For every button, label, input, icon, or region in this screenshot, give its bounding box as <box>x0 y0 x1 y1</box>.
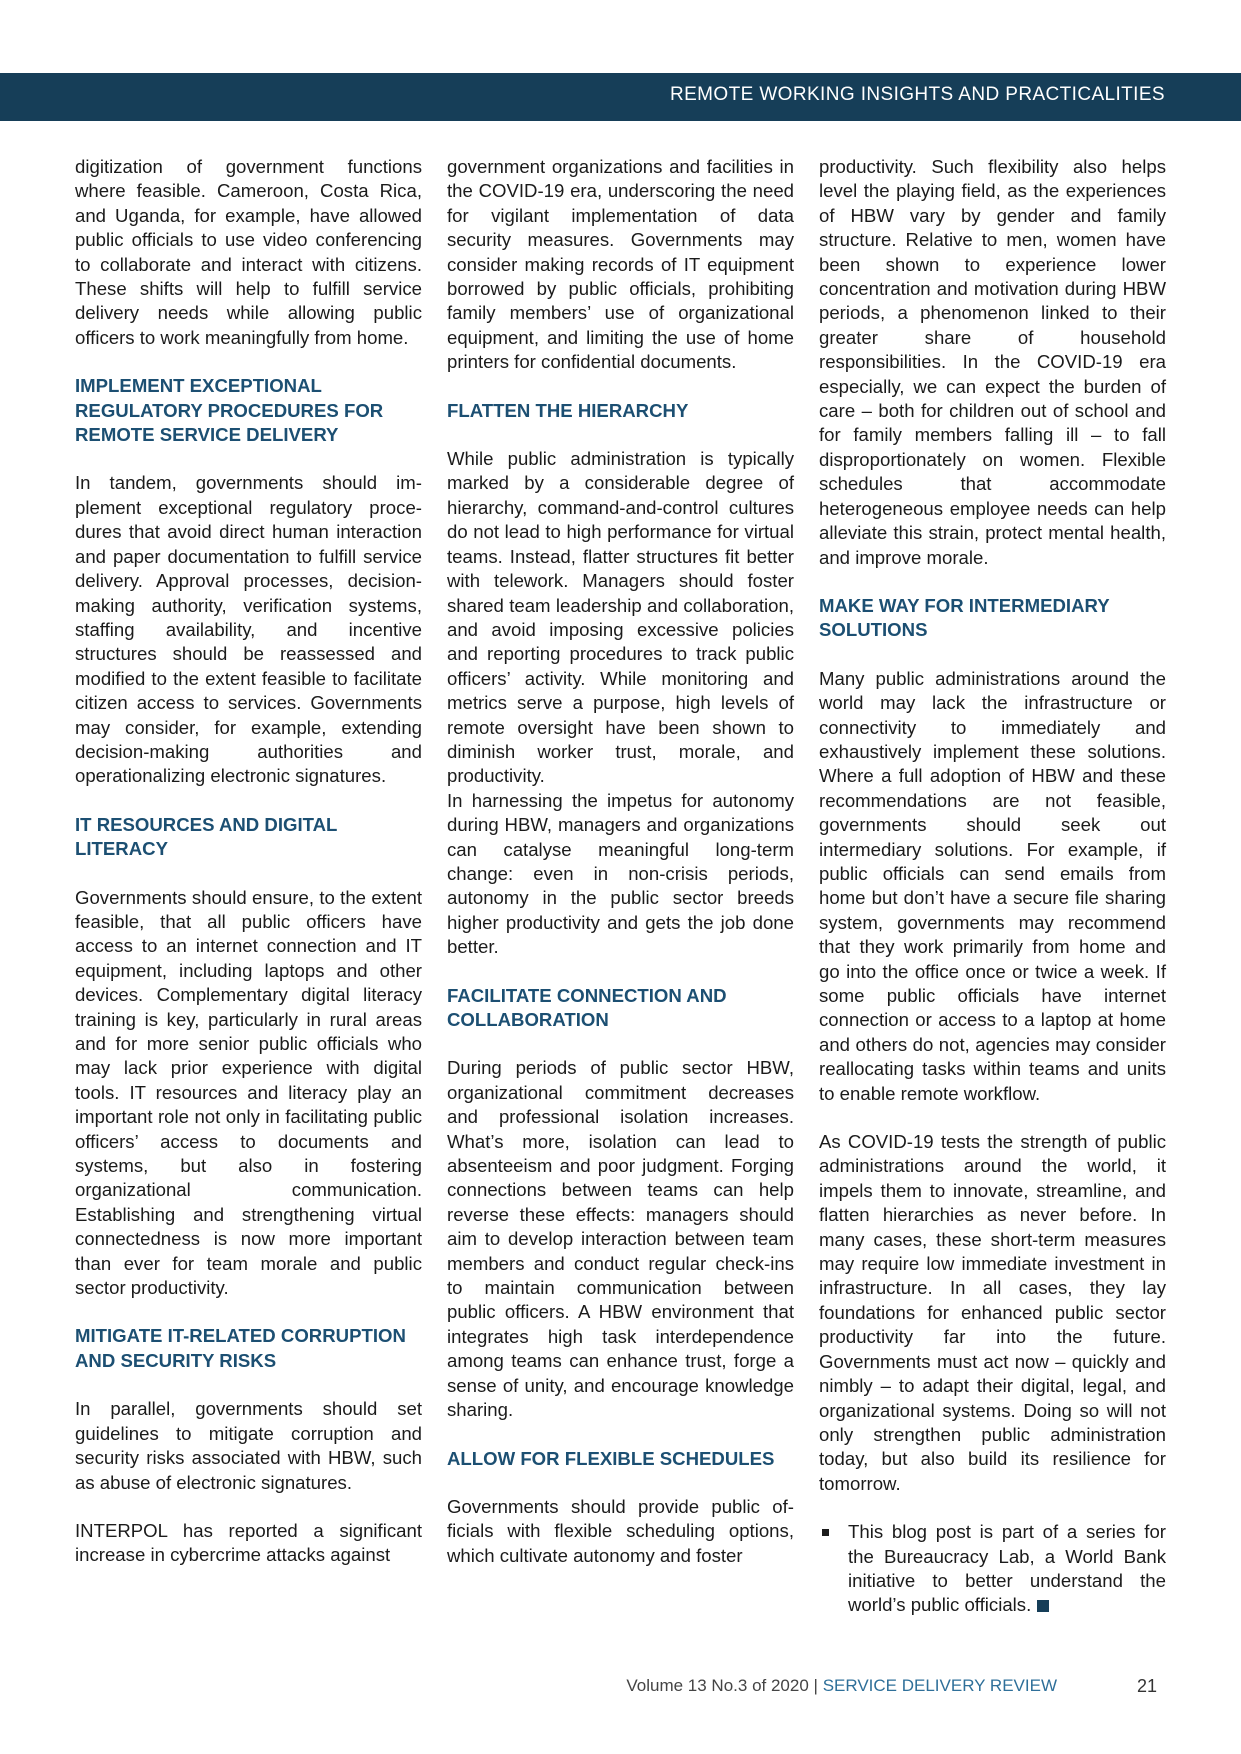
article-column-2 <box>447 155 794 1655</box>
section-heading: FLATTEN THE HIERARCHY <box>447 399 689 421</box>
header-band <box>0 73 1241 121</box>
running-header-title: REMOTE WORKING INSIGHTS AND PRACTICALITIES <box>669 84 1165 105</box>
footer-separator: | <box>813 1676 818 1695</box>
paragraph: In parallel, governments should set guidelines to mitigate corruption and security risks associated with HBW, such as abuse of electronic signatures. <box>75 1398 422 1493</box>
end-of-article-icon <box>1037 1600 1049 1612</box>
paragraph: As COVID-19 tests the strength of public administrations around the world, it impels them to innovate, streamline, and flatten hierarchies as never before. In many cases, these short-term measures may require low immediate investment in infrastructure. In all cases, they lay foundations for enhanced public sector productivity far into the future. Governments must act now – quickly and nimbly – to adapt their digital, legal, and organizational systems. Doing so will not only strengthen public administration today, but also build its resilience for tomorrow. <box>819 1131 1166 1494</box>
series-note-text: This blog post is part of a series for the Bureaucracy Lab, a World Bank initiative to better understand the world’s public officials. <box>848 1521 1166 1616</box>
article-column-1 <box>75 155 422 1655</box>
bullet-square-icon <box>822 1529 829 1536</box>
paragraph: In harnessing the impetus for autonomy during HBW, managers and organizations can catalyse meaningful long-term change: even in non-crisis periods, autonomy in the public sector breeds higher productivity and gets the job done better. <box>447 789 794 958</box>
paragraph: Governments should provide public officials with flexible scheduling options, which cultivate autonomy and foster <box>447 1495 794 1566</box>
section-heading: MAKE WAY FOR INTERMEDIARY SOLUTIONS <box>819 594 1110 641</box>
page-footer <box>0 1674 1241 1704</box>
paragraph: Many public administrations around the world may lack the infrastructure or connectivity to immediately and exhaustively implement these solutions. Where a full adoption of HBW and these recommendations are not feasible, governments should seek out intermediary solutions. For example, if public officials can send emails from home but don’t have a secure file sharing system, governments may recommend that they work primarily from home and go into the office once or twice a week. If some public officials have internet connection or access to a laptop at home and others do not, agencies may consider reallocating tasks within teams and units to enable remote workflow. <box>819 667 1166 1104</box>
paragraph: In tandem, governments should implement exceptional regulatory procedures that avoid direct human interaction and paper documentation to fulfill service delivery. Approval processes, decision-making authority, verification systems, staffing availability, and incentive structures should be reassessed and modified to the extent feasible to facilitate citizen access to services. Governments may consider, for example, extending decision-making authorities and operationalizing electronic signatures. <box>75 472 422 787</box>
article-column-3 <box>819 155 1166 1655</box>
section-heading: MITIGATE IT-RELATED CORRUPTION AND SECURITY RISKS <box>75 1325 406 1371</box>
series-note <box>819 1520 1166 1618</box>
section-heading: IT RESOURCES AND DIGITAL LITERACY <box>75 813 338 860</box>
section-heading: IMPLEMENT EXCEPTIONAL REGULATORY PROCEDURES FOR REMOTE SERVICE DELIVERY <box>75 375 384 446</box>
paragraph: Governments should ensure, to the extent feasible, that all public officers have access to an internet connection and IT equipment, including laptops and other devices. Complementary digital literacy training is key, particularly in rural areas and for more senior public officials who may lack prior experience with digital tools. IT resources and literacy play an important role not only in facilitating public officers’ access to documents and systems, but also in fostering organizational communication. Establishing and strengthening virtual connectedness is now more important than ever for team morale and public sector productivity. <box>75 886 422 1299</box>
footer-citation <box>626 1676 1057 1696</box>
paragraph: productivity. Such flexibility also helps level the playing field, as the experiences of HBW vary by gender and family structure. Relative to men, women have been shown to experience lower concentration and motivation during HBW periods, a phenomenon linked to their greater share of household responsibilities. In the COVID-19 era especially, we can expect the burden of care – both for children out of school and for family members falling ill – to fall disproportionately on women. Flexible schedules that accommodate heterogeneous employee needs can help alleviate this strain, protect mental health, and improve morale. <box>819 156 1166 568</box>
page-number: 21 <box>1136 1676 1157 1696</box>
section-heading: ALLOW FOR FLEXIBLE SCHEDULES <box>447 1447 775 1469</box>
footer-volume: Volume 13 No.3 of 2020 <box>626 1676 809 1695</box>
paragraph: While public administration is typically marked by a considerable degree of hierarchy, command-and-control cultures do not lead to high performance for virtual teams. Instead, flatter structures fit better with telework. Managers should foster shared team leadership and collaboration, and avoid imposing excessive policies and reporting procedures to track public officers’ activity. While monitoring and metrics serve a purpose, high levels of remote oversight have been shown to diminish worker trust, morale, and productivity. <box>447 448 794 787</box>
section-heading: FACILITATE CONNECTION AND COLLABORATION <box>447 984 727 1030</box>
footer-journal-title: SERVICE DELIVERY REVIEW <box>822 1676 1057 1695</box>
paragraph: INTERPOL has reported a significant increase in cybercrime attacks against <box>75 1519 422 1566</box>
paragraph: During periods of public sector HBW, organizational commitment decreases and professional isolation increases. What’s more, isolation can lead to absenteeism and poor judgment. Forging connections between teams can help reverse these effects: managers should aim to develop interaction between team members and conduct regular check-ins to maintain communication between public officers. A HBW environment that integrates high task interdependence among teams can enhance trust, forge a sense of unity, and encourage knowledge sharing. <box>447 1057 794 1421</box>
paragraph: digitization of government functions where feasible. Cameroon, Costa Rica, and Uganda, for example, have allowed public officials to use video conferencing to collaborate and interact with citizens. These shifts will help to fulfill service delivery needs while allowing public officers to work meaningfully from home. <box>75 156 422 348</box>
paragraph: government organizations and facilities in the COVID-19 era, underscoring the need for vigilant implementation of data security measures. Governments may consider making records of IT equipment borrowed by public officials, prohibiting family members’ use of organizational equipment, and limiting the use of home printers for confidential documents. <box>447 156 794 373</box>
